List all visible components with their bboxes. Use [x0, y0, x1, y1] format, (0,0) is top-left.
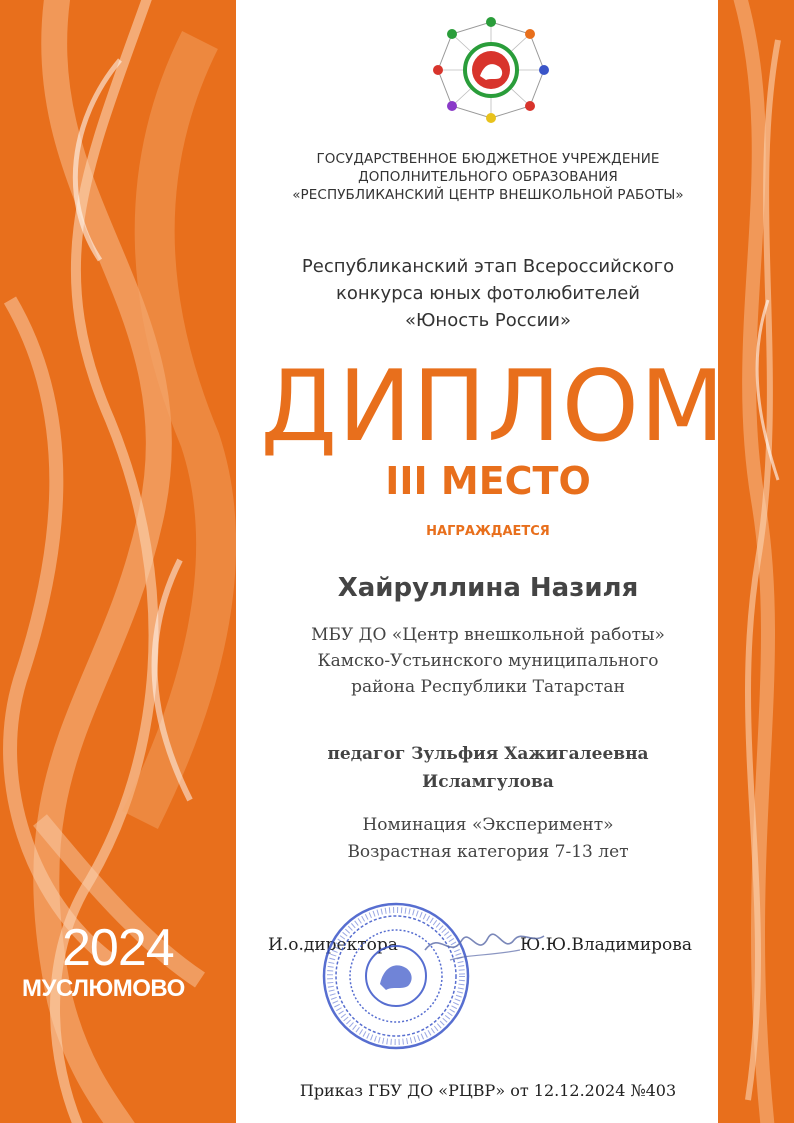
contest-line-1: Республиканский этап Всероссийского	[301, 256, 675, 277]
school-line-3: района Республики Татарстан	[351, 677, 625, 697]
awarded-label: НАГРАЖДАЕТСЯ	[426, 524, 550, 539]
teacher-line-2: Исламгулова	[422, 772, 554, 792]
recipient-name: Хайруллина Назиля	[337, 573, 639, 603]
contest-line-2: конкурса юных фотолюбителей	[336, 283, 640, 304]
handwritten-signature	[420, 910, 550, 980]
white-divider-strip	[236, 0, 258, 1123]
place-label: III МЕСТО	[385, 459, 591, 503]
diploma-title: ДИПЛОМ	[260, 350, 726, 464]
order-reference: Приказ ГБУ ДО «РЦВР» от 12.12.2024 №403	[299, 1081, 677, 1100]
signature-role: И.о.директора	[268, 935, 398, 955]
nomination-info	[258, 812, 718, 866]
contest-line-3: «Юность России»	[404, 310, 571, 331]
nomination-line-1: Номинация «Эксперимент»	[362, 815, 614, 835]
organization-line-2: ДОПОЛНИТЕЛЬНОГО ОБРАЗОВАНИЯ	[358, 169, 618, 185]
organization-line-3: «РЕСПУБЛИКАНСКИЙ ЦЕНТР ВНЕШКОЛЬНОЙ РАБОТЫ»	[292, 187, 684, 203]
sidebar-year: 2024	[62, 919, 174, 977]
organization-header	[258, 150, 718, 204]
organization-line-1: ГОСУДАРСТВЕННОЕ БЮДЖЕТНОЕ УЧРЕЖДЕНИЕ	[316, 151, 660, 167]
sidebar-city: МУСЛЮМОВО	[22, 975, 185, 1002]
recipient-school	[258, 622, 718, 700]
organization-emblem	[426, 14, 556, 126]
swirl-decoration-icon	[718, 0, 794, 1123]
right-decorative-band	[718, 0, 794, 1123]
nomination-line-2: Возрастная категория 7-13 лет	[347, 842, 629, 862]
school-line-1: МБУ ДО «Центр внешкольной работы»	[311, 625, 665, 645]
signature-name: Ю.Ю.Владимирова	[520, 935, 692, 955]
contest-title	[258, 253, 718, 334]
teacher-info	[258, 740, 718, 796]
tatarstan-emblem-icon	[426, 14, 556, 126]
teacher-line-1: педагог Зульфия Хажигалеевна	[327, 744, 649, 764]
school-line-2: Камско-Устьинского муниципального	[317, 651, 659, 671]
signature-icon	[420, 910, 550, 980]
